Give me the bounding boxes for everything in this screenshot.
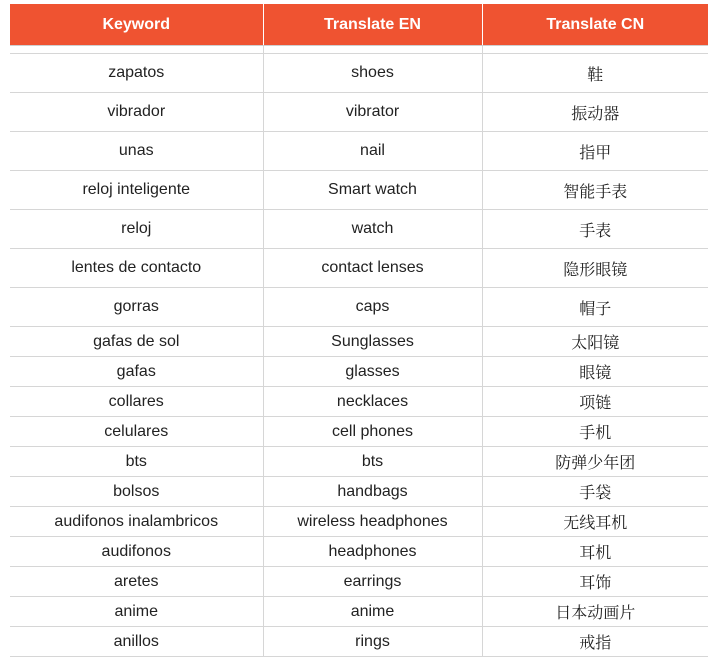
keyword-cell: unas — [10, 132, 263, 171]
table-row — [10, 567, 708, 597]
spacer-row — [10, 46, 708, 54]
keyword-cell: celulares — [10, 417, 263, 447]
translate-en-cell: cell phones — [263, 417, 482, 447]
translate-cn-cell: 日本动画片 — [482, 597, 708, 627]
keyword-cell: gorras — [10, 288, 263, 327]
translate-en-cell: necklaces — [263, 387, 482, 417]
keyword-cell: lentes de contacto — [10, 249, 263, 288]
translate-cn-cell: 帽子 — [482, 288, 708, 327]
translate-en-cell: vibrator — [263, 93, 482, 132]
spacer-cell — [482, 46, 708, 54]
spacer-cell — [10, 46, 263, 54]
translate-cn-cell: 手表 — [482, 210, 708, 249]
keyword-cell: audifonos — [10, 537, 263, 567]
spacer-cell — [263, 46, 482, 54]
table-row — [10, 54, 708, 93]
table-row — [10, 249, 708, 288]
table-row — [10, 357, 708, 387]
keyword-cell: anillos — [10, 627, 263, 657]
translation-table — [10, 4, 708, 657]
keyword-cell: vibrador — [10, 93, 263, 132]
table-row — [10, 210, 708, 249]
translate-cn-cell: 戒指 — [482, 627, 708, 657]
translation-table-container — [10, 4, 708, 657]
translate-cn-cell: 手机 — [482, 417, 708, 447]
translate-en-cell: caps — [263, 288, 482, 327]
translate-en-cell: glasses — [263, 357, 482, 387]
translate-cn-cell: 手袋 — [482, 477, 708, 507]
translate-cn-cell: 无线耳机 — [482, 507, 708, 537]
translate-cn-cell: 耳饰 — [482, 567, 708, 597]
translate-cn-cell: 项链 — [482, 387, 708, 417]
table-row — [10, 387, 708, 417]
table-row — [10, 447, 708, 477]
translate-en-cell: handbags — [263, 477, 482, 507]
translate-en-cell: shoes — [263, 54, 482, 93]
keyword-cell: bts — [10, 447, 263, 477]
keyword-cell: aretes — [10, 567, 263, 597]
header-row — [10, 4, 708, 46]
translate-en-cell: anime — [263, 597, 482, 627]
table-row — [10, 288, 708, 327]
table-header — [10, 4, 708, 46]
translate-en-cell: contact lenses — [263, 249, 482, 288]
keyword-cell: reloj inteligente — [10, 171, 263, 210]
header-translate-cn: Translate CN — [482, 4, 708, 46]
keyword-cell: gafas de sol — [10, 327, 263, 357]
translate-cn-cell: 耳机 — [482, 537, 708, 567]
translate-en-cell: headphones — [263, 537, 482, 567]
keyword-cell: anime — [10, 597, 263, 627]
table-row — [10, 627, 708, 657]
translate-cn-cell: 指甲 — [482, 132, 708, 171]
table-row — [10, 93, 708, 132]
translate-cn-cell: 振动器 — [482, 93, 708, 132]
table-row — [10, 537, 708, 567]
keyword-cell: collares — [10, 387, 263, 417]
keyword-cell: bolsos — [10, 477, 263, 507]
table-row — [10, 171, 708, 210]
keyword-cell: reloj — [10, 210, 263, 249]
translate-cn-cell: 太阳镜 — [482, 327, 708, 357]
keyword-cell: gafas — [10, 357, 263, 387]
translate-cn-cell: 眼镜 — [482, 357, 708, 387]
translate-en-cell: wireless headphones — [263, 507, 482, 537]
translate-cn-cell: 智能手表 — [482, 171, 708, 210]
table-row — [10, 597, 708, 627]
translate-en-cell: Smart watch — [263, 171, 482, 210]
translate-cn-cell: 隐形眼镜 — [482, 249, 708, 288]
table-body — [10, 46, 708, 657]
table-row — [10, 417, 708, 447]
header-keyword: Keyword — [10, 4, 263, 46]
keyword-cell: audifonos inalambricos — [10, 507, 263, 537]
translate-en-cell: rings — [263, 627, 482, 657]
table-row — [10, 132, 708, 171]
translate-en-cell: nail — [263, 132, 482, 171]
translate-cn-cell: 防弹少年团 — [482, 447, 708, 477]
table-row — [10, 507, 708, 537]
keyword-cell: zapatos — [10, 54, 263, 93]
translate-en-cell: watch — [263, 210, 482, 249]
translate-en-cell: bts — [263, 447, 482, 477]
translate-en-cell: earrings — [263, 567, 482, 597]
table-row — [10, 477, 708, 507]
translate-cn-cell: 鞋 — [482, 54, 708, 93]
header-translate-en: Translate EN — [263, 4, 482, 46]
table-row — [10, 327, 708, 357]
translate-en-cell: Sunglasses — [263, 327, 482, 357]
